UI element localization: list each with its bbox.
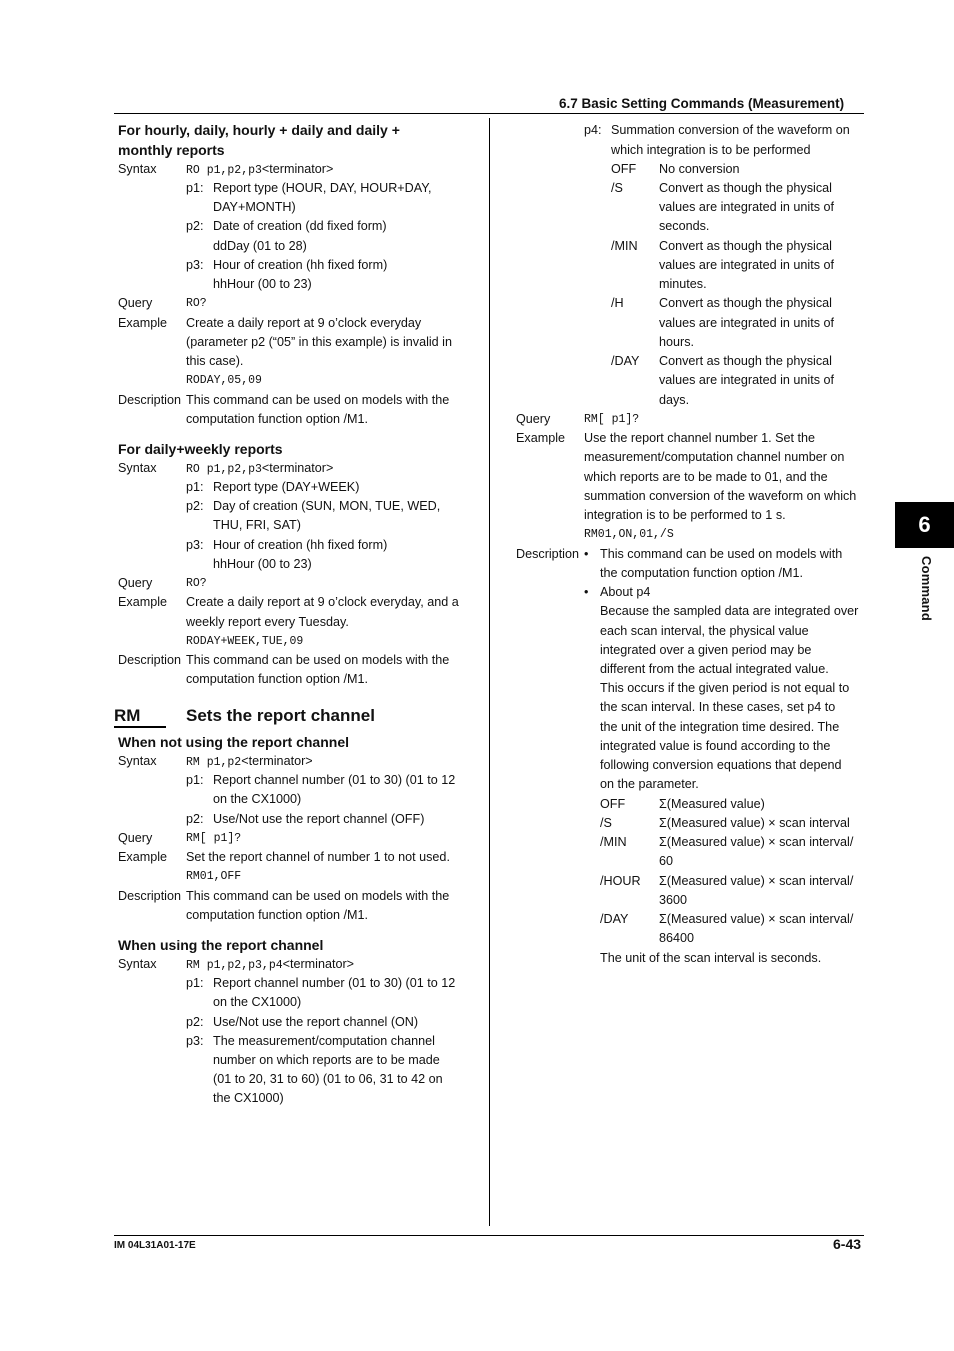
example-text: integration is to be performed to 1 s. [584,508,786,522]
unit-note: The unit of the scan interval is seconds. [600,951,822,965]
description-text: computation function option /M1. [186,672,369,686]
option-key: /DAY [611,354,640,368]
command-underline [114,726,166,728]
description-text: This occurs if the given period is not equal to [600,681,850,695]
description-text: integrated over a given period may be [600,643,812,657]
description-text: the scan interval. In these cases, set p4 to [600,700,836,714]
command-name: RM [114,706,141,725]
example-text: Set the report channel of number 1 to not used. [186,850,450,864]
example-code: RM01,OFF [186,870,242,883]
param-text: Hour of creation (hh fixed form) [213,538,388,552]
param-key: p3: [186,258,204,272]
example-text: (parameter p2 (“05” in this example) is invalid in [186,335,452,349]
example-label: Example [516,431,565,445]
syntax-label: Syntax [118,754,157,768]
param-key: p3: [186,1034,204,1048]
syntax-line: RM p1,p2,p3,p4<terminator> [186,957,355,972]
param-text: Hour of creation (hh fixed form) [213,258,388,272]
param-key: p1: [186,181,204,195]
command-title: Sets the report channel [186,706,375,725]
doc-id: IM 04L31A01-17E [114,1240,196,1251]
description-label: Description [118,653,181,667]
example-code: RODAY,05,09 [186,374,262,387]
option-text: values are integrated in units of [659,316,835,330]
example-text: weekly report every Tuesday. [186,615,349,629]
syntax-label: Syntax [118,162,157,176]
example-code: RODAY+WEEK,TUE,09 [186,635,304,648]
equation-text: 3600 [659,893,688,907]
equation-key: /MIN [600,835,627,849]
param-text: (01 to 20, 31 to 60) (01 to 06, 31 to 42 on [213,1072,443,1086]
option-text: minutes. [659,277,707,291]
query-label: Query [118,831,153,845]
section-title: monthly reports [118,142,225,158]
bullet: • [584,547,589,561]
syntax-line: RO p1,p2,p3<terminator> [186,461,334,476]
description-text: This command can be used on models with [600,547,843,561]
description-text: each scan interval, the physical value [600,624,809,638]
option-text: values are integrated in units of [659,373,835,387]
description-text: different from the actual integrated value. [600,662,829,676]
param-key: p4: [584,123,602,137]
description-label: Description [118,393,181,407]
description-text: This command can be used on models with the [186,653,450,667]
param-key: p1: [186,976,204,990]
description-label: Description [516,547,579,561]
column-divider [489,118,490,1226]
param-key: p1: [186,773,204,787]
equation-text: Σ(Measured value) × scan interval/ [659,835,854,849]
equation-text: Σ(Measured value) × scan interval [659,816,850,830]
description-text: This command can be used on models with the [186,393,450,407]
param-text: Use/Not use the report channel (OFF) [213,812,425,826]
param-text: on the CX1000) [213,995,302,1009]
description-text: the unit of the integration time desired. The [600,720,840,734]
example-text: Create a daily report at 9 o’clock everyday, and a [186,595,459,609]
query-code: RO? [186,577,207,590]
description-text: About p4 [600,585,651,599]
syntax-label: Syntax [118,957,157,971]
example-text: measurement/computation channel number on [584,450,845,464]
query-code: RM[ p1]? [584,413,640,426]
option-text: Convert as though the physical [659,296,832,310]
description-text: following conversion equations that depend [600,758,842,772]
equation-text: Σ(Measured value) × scan interval/ [659,912,854,926]
header-rule [114,113,864,114]
chapter-tab[interactable]: 6 [895,502,954,548]
option-text: hours. [659,335,695,349]
page-number: 6-43 [833,1236,862,1252]
param-key: p1: [186,480,204,494]
option-text: values are integrated in units of [659,258,835,272]
param-text: Use/Not use the report channel (ON) [213,1015,419,1029]
description-text: computation function option /M1. [186,908,369,922]
param-text: Report channel number (01 to 30) (01 to 12 [213,773,456,787]
example-label: Example [118,850,167,864]
param-text: the CX1000) [213,1091,284,1105]
example-text: Use the report channel number 1. Set the [584,431,816,445]
param-text: Report channel number (01 to 30) (01 to 12 [213,976,456,990]
description-label: Description [118,889,181,903]
description-text: on the parameter. [600,777,699,791]
query-code: RO? [186,297,207,310]
param-text: hhHour (00 to 23) [213,277,312,291]
example-text: summation conversion of the waveform on which [584,489,857,503]
param-text: THU, FRI, SAT) [213,518,301,532]
param-text: Day of creation (SUN, MON, TUE, WED, [213,499,441,513]
equation-text: 60 [659,854,674,868]
section-title: For daily+weekly reports [118,441,283,457]
syntax-line: RO p1,p2,p3<terminator> [186,162,334,177]
example-text: this case). [186,354,244,368]
option-text: Convert as though the physical [659,354,832,368]
param-text: ddDay (01 to 28) [213,239,307,253]
option-text: Convert as though the physical [659,239,832,253]
option-text: Convert as though the physical [659,181,832,195]
param-text: on the CX1000) [213,792,302,806]
syntax-label: Syntax [118,461,157,475]
example-text: which reports are to be made to 01, and the [584,470,828,484]
param-text: Report type (DAY+WEEK) [213,480,360,494]
query-code: RM[ p1]? [186,832,242,845]
description-text: Because the sampled data are integrated over [600,604,859,618]
section-title: When using the report channel [118,937,324,953]
query-label: Query [118,576,153,590]
footer-rule [114,1235,864,1236]
option-key: /S [611,181,623,195]
param-key: p2: [186,219,204,233]
option-key: /H [611,296,624,310]
param-text: which integration is to be performed [611,143,811,157]
param-text: number on which reports are to be made [213,1053,440,1067]
description-text: the computation function option /M1. [600,566,804,580]
param-key: p2: [186,499,204,513]
section-title: When not using the report channel [118,734,349,750]
equation-key: /DAY [600,912,629,926]
option-key: OFF [611,162,637,176]
option-text: values are integrated in units of [659,200,835,214]
option-text: days. [659,393,690,407]
param-key: p2: [186,812,204,826]
example-label: Example [118,595,167,609]
description-text: computation function option /M1. [186,412,369,426]
query-label: Query [516,412,551,426]
query-label: Query [118,296,153,310]
equation-key: /S [600,816,612,830]
description-text: This command can be used on models with the [186,889,450,903]
option-text: seconds. [659,219,710,233]
example-code: RM01,ON,01,/S [584,528,674,541]
example-text: Create a daily report at 9 o’clock everyday [186,316,422,330]
param-text: hhHour (00 to 23) [213,557,312,571]
param-text: Report type (HOUR, DAY, HOUR+DAY, [213,181,432,195]
equation-text: Σ(Measured value) [659,797,765,811]
equation-key: /HOUR [600,874,641,888]
equation-text: Σ(Measured value) × scan interval/ [659,874,854,888]
bullet: • [584,585,589,599]
section-header: 6.7 Basic Setting Commands (Measurement) [559,96,845,111]
param-key: p2: [186,1015,204,1029]
param-key: p3: [186,538,204,552]
section-title: For hourly, daily, hourly + daily and daily + [118,122,400,138]
syntax-line: RM p1,p2<terminator> [186,754,313,769]
chapter-tab-label: Command [919,556,934,621]
equation-text: 86400 [659,931,695,945]
param-text: The measurement/computation channel [213,1034,435,1048]
example-label: Example [118,316,167,330]
description-text: integrated value is found according to the [600,739,831,753]
equation-key: OFF [600,797,626,811]
option-text: No conversion [659,162,740,176]
param-text: Summation conversion of the waveform on [611,123,850,137]
param-text: DAY+MONTH) [213,200,296,214]
param-text: Date of creation (dd fixed form) [213,219,387,233]
option-key: /MIN [611,239,638,253]
